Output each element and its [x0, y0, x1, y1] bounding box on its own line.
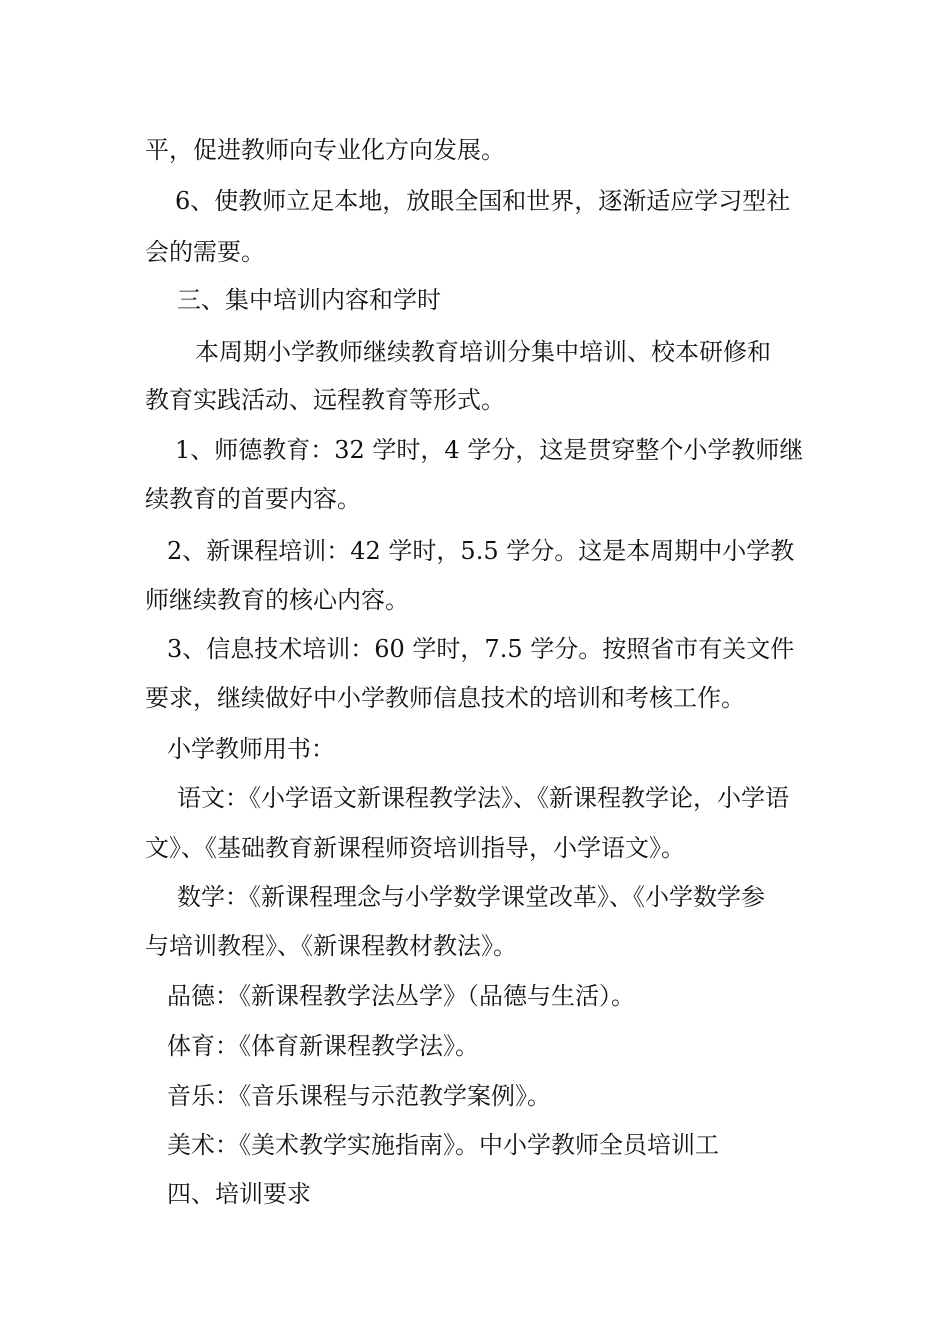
- paragraph-line: 3、信息技术培训：60 学时，7.5 学分。按照省市有关文件: [167, 635, 795, 663]
- section-heading: 三、集中培训内容和学时: [177, 286, 441, 314]
- paragraph-line: 体育：《体育新课程教学法》。: [167, 1032, 479, 1060]
- paragraph-line: 教育实践活动、远程教育等形式。: [145, 386, 505, 414]
- section-heading: 四、培训要求: [167, 1180, 311, 1208]
- paragraph-line: 与培训教程》、《新课程教材教法》。: [145, 932, 517, 960]
- paragraph-line: 师继续教育的核心内容。: [145, 586, 409, 614]
- paragraph-line: 本周期小学教师继续教育培训分集中培训、校本研修和: [195, 338, 771, 366]
- paragraph-line: 续教育的首要内容。: [145, 485, 361, 513]
- paragraph-line: 6、使教师立足本地，放眼全国和世界，逐渐适应学习型社: [175, 187, 791, 215]
- paragraph-line: 音乐：《音乐课程与示范教学案例》。: [167, 1082, 551, 1110]
- paragraph-line: 语文：《小学语文新课程教学法》、《新课程教学论，小学语: [177, 784, 789, 812]
- paragraph-line: 美术：《美术教学实施指南》。中小学教师全员培训工: [167, 1131, 719, 1159]
- paragraph-line: 要求，继续做好中小学教师信息技术的培训和考核工作。: [145, 684, 745, 712]
- paragraph-line: 数学：《新课程理念与小学数学课堂改革》、《小学数学参: [177, 883, 765, 911]
- paragraph-line: 2、新课程培训：42 学时，5.5 学分。这是本周期中小学教: [167, 537, 795, 565]
- paragraph-line: 文》、《基础教育新课程师资培训指导，小学语文》。: [145, 834, 685, 862]
- paragraph-line: 小学教师用书：: [167, 735, 335, 763]
- paragraph-line: 会的需要。: [145, 238, 265, 266]
- paragraph-line: 平，促进教师向专业化方向发展。: [145, 136, 505, 164]
- paragraph-line: 1、师德教育：32 学时，4 学分，这是贯穿整个小学教师继: [175, 436, 804, 464]
- paragraph-line: 品德：《新课程教学法丛学》（品德与生活）。: [167, 982, 635, 1010]
